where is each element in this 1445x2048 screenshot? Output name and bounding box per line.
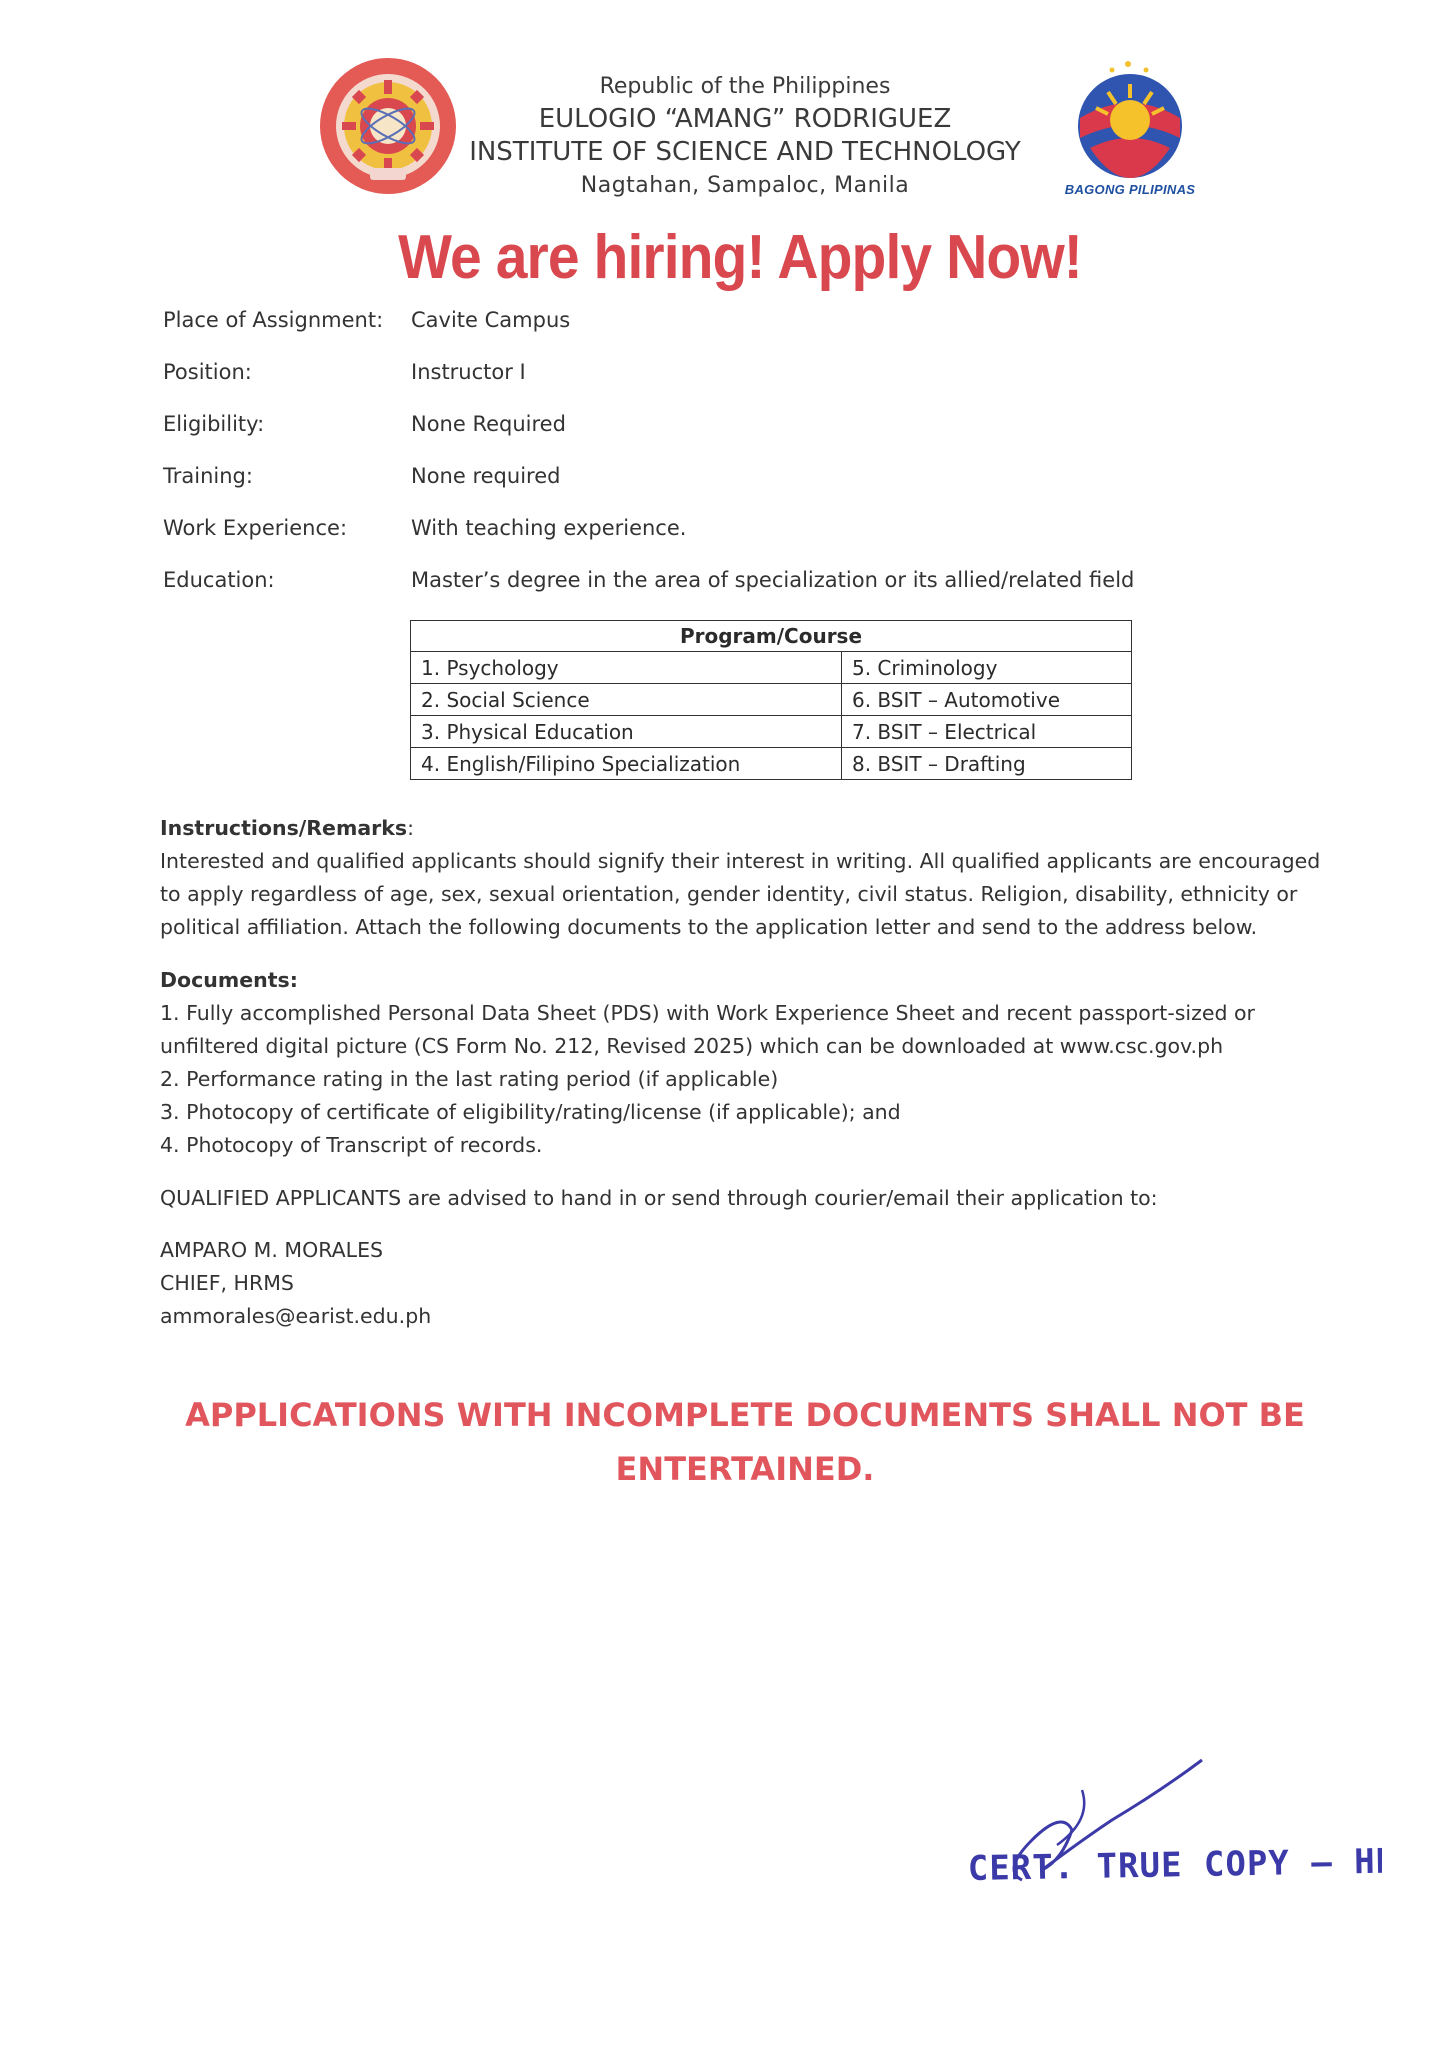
documents-section — [160, 964, 1340, 1162]
instructions-heading: Instructions/Remarks — [160, 816, 408, 840]
warning-line1: APPLICATIONS WITH INCOMPLETE DOCUMENTS SHALL NOT BE — [185, 1396, 1305, 1434]
program-cell: 1. Psychology — [411, 652, 842, 684]
bagong-pilipinas-caption: BAGONG PILIPINAS — [1064, 182, 1196, 197]
detail-label: Work Experience: — [163, 516, 348, 540]
list-item: 2. Performance rating in the last rating period (if applicable) — [160, 1067, 779, 1091]
detail-value: None required — [411, 464, 561, 488]
institution-seal-logo — [318, 56, 458, 196]
program-cell: 2. Social Science — [411, 684, 842, 716]
program-cell: 6. BSIT – Automotive — [841, 684, 1131, 716]
program-course-table — [410, 620, 1132, 780]
detail-value: Instructor I — [411, 360, 526, 384]
program-cell: 4. English/Filipino Specialization — [411, 748, 842, 780]
table-row — [411, 748, 1132, 780]
table-row — [411, 716, 1132, 748]
instructions-heading-colon: : — [407, 816, 415, 840]
detail-label: Eligibility: — [163, 412, 265, 436]
certified-true-copy-stamp — [962, 1750, 1382, 1910]
detail-label: Training: — [163, 464, 253, 488]
incomplete-documents-warning — [160, 1388, 1330, 1496]
program-cell: 3. Physical Education — [411, 716, 842, 748]
table-row — [411, 652, 1132, 684]
detail-label: Position: — [163, 360, 252, 384]
submission-note: QUALIFIED APPLICANTS are advised to hand in or send through courier/email their application to: — [160, 1186, 1158, 1210]
documents-heading: Documents: — [160, 968, 298, 992]
contact-title: CHIEF, HRMS — [160, 1271, 294, 1295]
contact-name: AMPARO M. MORALES — [160, 1238, 384, 1262]
bagong-pilipinas-logo — [1050, 58, 1210, 198]
instructions-text: Interested and qualified applicants should signify their interest in writing. All qualified applicants are encouraged to apply regardless of age, sex, sexual orientation, gender identity, civil status. Religion, disability, ethnicity or political affiliation. Attach the following documents to the application letter and send to the address below. — [160, 849, 1321, 939]
program-cell: 7. BSIT – Electrical — [841, 716, 1131, 748]
contact-email: ammorales@earist.edu.ph — [160, 1304, 432, 1328]
detail-value: None Required — [411, 412, 566, 436]
institution-address: Nagtahan, Sampaloc, Manila — [580, 173, 910, 198]
institution-header — [440, 70, 1050, 202]
list-item: 4. Photocopy of Transcript of records. — [160, 1133, 543, 1157]
warning-line2: ENTERTAINED. — [615, 1450, 875, 1488]
list-item: 1. Fully accomplished Personal Data Sheet (PDS) with Work Experience Sheet and recent passport-sized or unfiltered digital picture (CS Form No. 212, Revised 2025) which can be downloaded at www.csc.gov.ph — [160, 1001, 1255, 1058]
instructions-section — [160, 812, 1340, 944]
program-cell: 5. Criminology — [841, 652, 1131, 684]
detail-value: Master’s degree in the area of specialization or its allied/related field — [411, 568, 1135, 592]
program-table-header: Program/Course — [411, 621, 1132, 652]
republic-line: Republic of the Philippines — [599, 74, 891, 99]
detail-value: With teaching experience. — [411, 516, 687, 540]
table-row — [411, 684, 1132, 716]
program-cell: 8. BSIT – Drafting — [841, 748, 1131, 780]
detail-value: Cavite Campus — [411, 308, 571, 332]
institution-name-line2: INSTITUTE OF SCIENCE AND TECHNOLOGY — [469, 137, 1021, 167]
institution-name-line1: EULOGIO “AMANG” RODRIGUEZ — [538, 104, 952, 134]
hiring-headline: We are hiring! Apply Now! — [398, 223, 1082, 292]
stamp-text: CERT. TRUE COPY – HRD — [967, 1841, 1382, 1889]
list-item: 3. Photocopy of certificate of eligibility/rating/license (if applicable); and — [160, 1100, 901, 1124]
detail-label: Place of Assignment: — [163, 308, 384, 332]
detail-label: Education: — [163, 568, 275, 592]
contact-block — [160, 1234, 1340, 1333]
